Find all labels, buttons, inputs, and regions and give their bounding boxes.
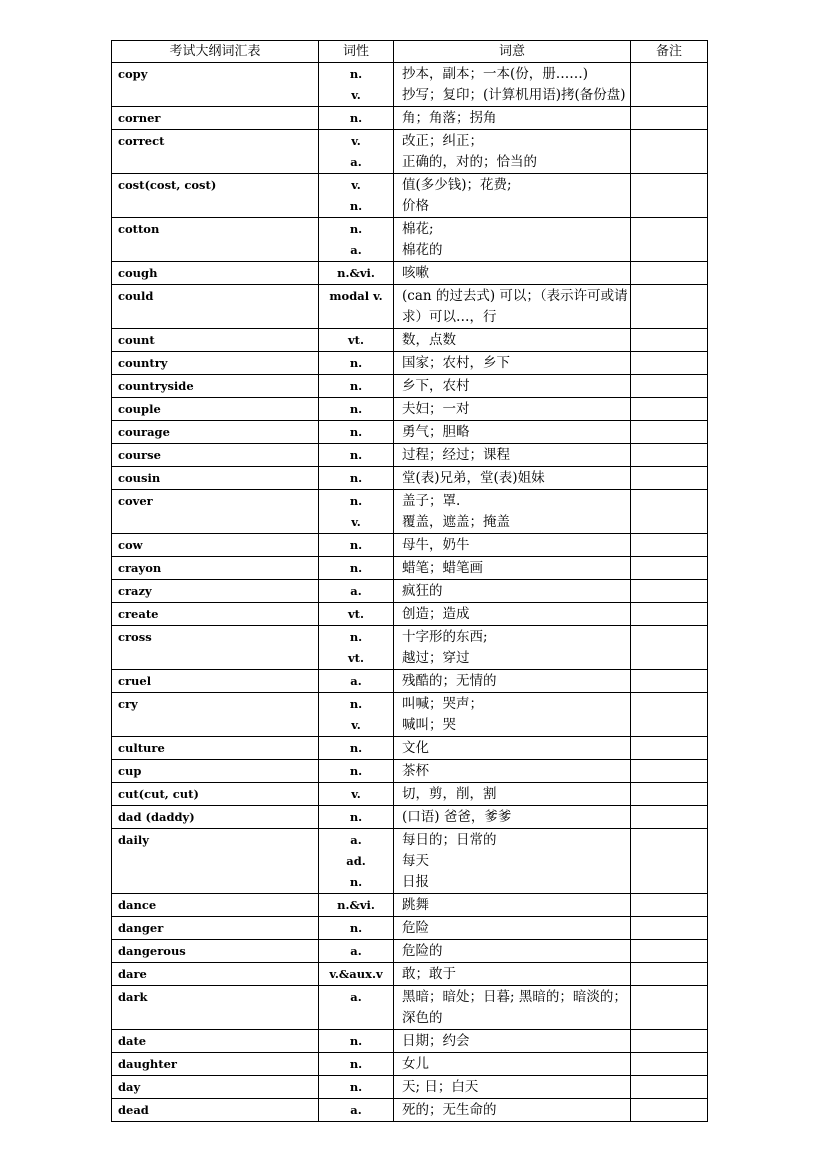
note-cell [631, 174, 708, 218]
word-cell: could [112, 285, 319, 329]
meaning-cell [394, 1053, 631, 1076]
meaning-cell [394, 174, 631, 218]
meaning-text: 叫喊；哭声； [402, 696, 483, 712]
meaning-text: 抄写；复印；(计算机用语)拷(备份盘) [402, 87, 626, 103]
meaning-text: 死的；无生命的 [402, 1102, 497, 1118]
meaning-text: 抄本，副本；一本(份，册……) [402, 66, 589, 82]
table-row [112, 1053, 708, 1076]
pos-cell [319, 352, 394, 375]
meaning-text: 角；角落；拐角 [402, 110, 497, 126]
note-cell [631, 1053, 708, 1076]
pos-cell [319, 1053, 394, 1076]
note-cell [631, 444, 708, 467]
pos-cell [319, 760, 394, 783]
table-row [112, 63, 708, 107]
word-cell: cow [112, 534, 319, 557]
pos-cell [319, 693, 394, 737]
meaning-cell [394, 534, 631, 557]
table-row [112, 421, 708, 444]
meaning-cell [394, 760, 631, 783]
pos-label: n. [349, 1034, 363, 1048]
meaning-text: 越过；穿过 [402, 650, 470, 666]
meaning-cell [394, 806, 631, 829]
pos-label: n.&vi. [337, 898, 375, 912]
pos-label: vt. [348, 333, 364, 347]
pos-label: a. [350, 944, 362, 958]
table-header-row [112, 41, 708, 63]
pos-cell [319, 375, 394, 398]
table-row [112, 490, 708, 534]
table-row [112, 626, 708, 670]
meaning-text: 黑暗；暗处；日暮; 黑暗的；暗淡的；深色的 [402, 989, 627, 1026]
meaning-text: 正确的，对的；恰当的 [402, 154, 537, 170]
table-row [112, 783, 708, 806]
table-row [112, 737, 708, 760]
meaning-cell [394, 262, 631, 285]
meaning-text: 数，点数 [402, 332, 456, 348]
pos-cell [319, 490, 394, 534]
meaning-cell [394, 63, 631, 107]
pos-cell [319, 580, 394, 603]
note-cell [631, 806, 708, 829]
note-cell [631, 783, 708, 806]
pos-label: n. [349, 697, 363, 711]
word-cell: cost(cost, cost) [112, 174, 319, 218]
word-cell: copy [112, 63, 319, 107]
table-row [112, 329, 708, 352]
meaning-text: 切，剪，削，割 [402, 786, 497, 802]
pos-label: v. [351, 787, 361, 801]
note-cell [631, 557, 708, 580]
meaning-text: 十字形的东西; [402, 629, 488, 645]
table-row [112, 760, 708, 783]
word-cell: daughter [112, 1053, 319, 1076]
table-row [112, 398, 708, 421]
pos-cell [319, 783, 394, 806]
meaning-text: 棉花; [402, 221, 434, 237]
table-row [112, 262, 708, 285]
meaning-text: 疯狂的 [402, 583, 443, 599]
header-note: 备注 [631, 41, 708, 63]
pos-cell [319, 467, 394, 490]
meaning-text: 盖子；罩. [402, 493, 461, 509]
pos-label: n. [349, 538, 363, 552]
pos-cell [319, 737, 394, 760]
meaning-cell [394, 107, 631, 130]
meaning-cell [394, 783, 631, 806]
word-cell: cover [112, 490, 319, 534]
word-cell: count [112, 329, 319, 352]
table-row [112, 1099, 708, 1122]
meaning-text: 危险 [402, 920, 429, 936]
meaning-cell [394, 940, 631, 963]
pos-cell [319, 963, 394, 986]
table-row [112, 107, 708, 130]
table-row [112, 1076, 708, 1099]
pos-label: n. [349, 402, 363, 416]
meaning-text: 日期；约会 [402, 1033, 470, 1049]
word-cell: danger [112, 917, 319, 940]
word-cell: country [112, 352, 319, 375]
note-cell [631, 986, 708, 1030]
pos-label: n.&vi. [337, 266, 375, 280]
pos-cell [319, 557, 394, 580]
word-cell: dare [112, 963, 319, 986]
table-row [112, 130, 708, 174]
word-cell: date [112, 1030, 319, 1053]
meaning-cell [394, 557, 631, 580]
word-cell: crayon [112, 557, 319, 580]
pos-label: n. [349, 561, 363, 575]
table-row [112, 1030, 708, 1053]
meaning-cell [394, 986, 631, 1030]
meaning-cell [394, 580, 631, 603]
pos-label: n. [349, 471, 363, 485]
word-cell: course [112, 444, 319, 467]
note-cell [631, 262, 708, 285]
word-cell: cough [112, 262, 319, 285]
note-cell [631, 421, 708, 444]
meaning-text: 棉花的 [402, 242, 443, 258]
pos-cell [319, 917, 394, 940]
meaning-text: 堂(表)兄弟，堂(表)姐妹 [402, 470, 545, 486]
table-row [112, 467, 708, 490]
pos-cell [319, 1076, 394, 1099]
table-row [112, 894, 708, 917]
pos-cell [319, 444, 394, 467]
table-row [112, 352, 708, 375]
pos-cell [319, 894, 394, 917]
pos-label: v. [351, 515, 361, 529]
pos-label: n. [349, 448, 363, 462]
meaning-text: 价格 [402, 198, 429, 214]
meaning-cell [394, 626, 631, 670]
note-cell [631, 693, 708, 737]
note-cell [631, 737, 708, 760]
pos-label: n. [349, 356, 363, 370]
pos-cell [319, 262, 394, 285]
pos-cell [319, 940, 394, 963]
pos-label: n. [349, 921, 363, 935]
note-cell [631, 603, 708, 626]
word-cell: dance [112, 894, 319, 917]
meaning-text: 残酷的；无情的 [402, 673, 497, 689]
pos-label: n. [349, 494, 363, 508]
meaning-cell [394, 352, 631, 375]
table-row [112, 963, 708, 986]
word-cell: cousin [112, 467, 319, 490]
pos-label: n. [349, 111, 363, 125]
table-row [112, 603, 708, 626]
pos-label: n. [349, 630, 363, 644]
meaning-text: 夫妇；一对 [402, 401, 470, 417]
pos-label: ad. [346, 854, 366, 868]
word-cell: dangerous [112, 940, 319, 963]
table-row [112, 218, 708, 262]
word-cell: correct [112, 130, 319, 174]
table-row [112, 285, 708, 329]
pos-cell [319, 986, 394, 1030]
pos-label: n. [349, 875, 363, 889]
word-cell: cup [112, 760, 319, 783]
note-cell [631, 352, 708, 375]
table-row [112, 986, 708, 1030]
word-cell: cry [112, 693, 319, 737]
meaning-cell [394, 375, 631, 398]
word-cell: courage [112, 421, 319, 444]
note-cell [631, 1099, 708, 1122]
meaning-text: 咳嗽 [402, 265, 429, 281]
meaning-cell [394, 130, 631, 174]
pos-label: v. [351, 134, 361, 148]
meaning-text: 敢；敢于 [402, 966, 456, 982]
note-cell [631, 580, 708, 603]
pos-cell [319, 130, 394, 174]
header-word: 考试大纲词汇表 [112, 41, 319, 63]
pos-cell [319, 421, 394, 444]
word-cell: daily [112, 829, 319, 894]
meaning-cell [394, 1076, 631, 1099]
meaning-cell [394, 285, 631, 329]
table-row [112, 917, 708, 940]
pos-label: a. [350, 155, 362, 169]
meaning-cell [394, 603, 631, 626]
pos-label: n. [349, 67, 363, 81]
pos-label: n. [349, 222, 363, 236]
table-row [112, 806, 708, 829]
note-cell [631, 218, 708, 262]
pos-label: vt. [348, 607, 364, 621]
pos-label: v. [351, 718, 361, 732]
meaning-cell [394, 490, 631, 534]
pos-cell [319, 626, 394, 670]
meaning-cell [394, 1030, 631, 1053]
pos-cell [319, 107, 394, 130]
table-row [112, 534, 708, 557]
pos-cell [319, 63, 394, 107]
header-pos: 词性 [319, 41, 394, 63]
note-cell [631, 329, 708, 352]
table-row [112, 693, 708, 737]
table-row [112, 829, 708, 894]
meaning-cell [394, 421, 631, 444]
header-meaning: 词意 [394, 41, 631, 63]
meaning-cell [394, 670, 631, 693]
meaning-cell [394, 467, 631, 490]
pos-label: modal v. [329, 289, 383, 303]
meaning-cell [394, 829, 631, 894]
pos-cell [319, 174, 394, 218]
note-cell [631, 1076, 708, 1099]
pos-cell [319, 603, 394, 626]
word-cell: cross [112, 626, 319, 670]
note-cell [631, 490, 708, 534]
pos-cell [319, 329, 394, 352]
pos-cell [319, 829, 394, 894]
word-cell: cruel [112, 670, 319, 693]
note-cell [631, 963, 708, 986]
word-cell: create [112, 603, 319, 626]
pos-cell [319, 1030, 394, 1053]
note-cell [631, 940, 708, 963]
meaning-cell [394, 894, 631, 917]
note-cell [631, 107, 708, 130]
note-cell [631, 467, 708, 490]
meaning-text: 覆盖，遮盖；掩盖 [402, 514, 510, 530]
meaning-text: 女儿 [402, 1056, 429, 1072]
meaning-text: 母牛，奶牛 [402, 537, 470, 553]
meaning-text: 蜡笔；蜡笔画 [402, 560, 483, 576]
pos-label: n. [349, 810, 363, 824]
note-cell [631, 130, 708, 174]
note-cell [631, 626, 708, 670]
note-cell [631, 760, 708, 783]
pos-cell [319, 218, 394, 262]
meaning-text: 每日的；日常的 [402, 832, 497, 848]
word-cell: corner [112, 107, 319, 130]
pos-label: v.&aux.v [329, 967, 383, 981]
meaning-text: 跳舞 [402, 897, 429, 913]
meaning-text: 创造；造成 [402, 606, 470, 622]
meaning-cell [394, 1099, 631, 1122]
meaning-text: (can 的过去式) 可以；（表示许可或请求）可以…，行 [402, 288, 628, 325]
meaning-text: 每天 [402, 853, 429, 869]
meaning-text: (口语) 爸爸，爹爹 [402, 809, 512, 825]
pos-label: n. [349, 199, 363, 213]
table-row [112, 444, 708, 467]
meaning-cell [394, 398, 631, 421]
word-cell: dark [112, 986, 319, 1030]
pos-label: a. [350, 833, 362, 847]
meaning-cell [394, 693, 631, 737]
meaning-text: 文化 [402, 740, 429, 756]
meaning-cell [394, 218, 631, 262]
note-cell [631, 1030, 708, 1053]
meaning-text: 危险的 [402, 943, 443, 959]
word-cell: couple [112, 398, 319, 421]
meaning-cell [394, 444, 631, 467]
word-cell: cotton [112, 218, 319, 262]
meaning-text: 乡下，农村 [402, 378, 470, 394]
pos-cell [319, 670, 394, 693]
meaning-text: 茶杯 [402, 763, 429, 779]
vocabulary-table [111, 40, 708, 1122]
note-cell [631, 670, 708, 693]
pos-label: a. [350, 243, 362, 257]
pos-label: a. [350, 584, 362, 598]
pos-label: v. [351, 88, 361, 102]
note-cell [631, 398, 708, 421]
pos-cell [319, 534, 394, 557]
pos-cell [319, 806, 394, 829]
pos-label: a. [350, 1103, 362, 1117]
meaning-text: 国家；农村，乡下 [402, 355, 510, 371]
table-body [112, 63, 708, 1122]
pos-label: n. [349, 379, 363, 393]
pos-cell [319, 285, 394, 329]
meaning-cell [394, 737, 631, 760]
note-cell [631, 829, 708, 894]
pos-label: n. [349, 1057, 363, 1071]
pos-label: n. [349, 425, 363, 439]
word-cell: culture [112, 737, 319, 760]
note-cell [631, 375, 708, 398]
pos-label: n. [349, 741, 363, 755]
word-cell: day [112, 1076, 319, 1099]
pos-label: n. [349, 1080, 363, 1094]
pos-cell [319, 398, 394, 421]
meaning-text: 勇气；胆略 [402, 424, 470, 440]
word-cell: countryside [112, 375, 319, 398]
word-cell: dead [112, 1099, 319, 1122]
note-cell [631, 63, 708, 107]
pos-label: a. [350, 674, 362, 688]
pos-label: v. [351, 178, 361, 192]
word-cell: crazy [112, 580, 319, 603]
pos-label: n. [349, 764, 363, 778]
meaning-text: 日报 [402, 874, 429, 890]
meaning-text: 天; 日；白天 [402, 1079, 479, 1095]
note-cell [631, 285, 708, 329]
note-cell [631, 894, 708, 917]
table-row [112, 580, 708, 603]
table-row [112, 557, 708, 580]
table-row [112, 940, 708, 963]
table-row [112, 375, 708, 398]
table-row [112, 174, 708, 218]
meaning-text: 喊叫；哭 [402, 717, 456, 733]
pos-label: vt. [348, 651, 364, 665]
pos-label: a. [350, 990, 362, 1004]
meaning-cell [394, 917, 631, 940]
word-cell: cut(cut, cut) [112, 783, 319, 806]
meaning-text: 值(多少钱)；花费; [402, 177, 512, 193]
table-row [112, 670, 708, 693]
note-cell [631, 534, 708, 557]
meaning-cell [394, 329, 631, 352]
meaning-text: 改正；纠正； [402, 133, 483, 149]
word-cell: dad (daddy) [112, 806, 319, 829]
meaning-text: 过程；经过；课程 [402, 447, 510, 463]
meaning-cell [394, 963, 631, 986]
pos-cell [319, 1099, 394, 1122]
note-cell [631, 917, 708, 940]
